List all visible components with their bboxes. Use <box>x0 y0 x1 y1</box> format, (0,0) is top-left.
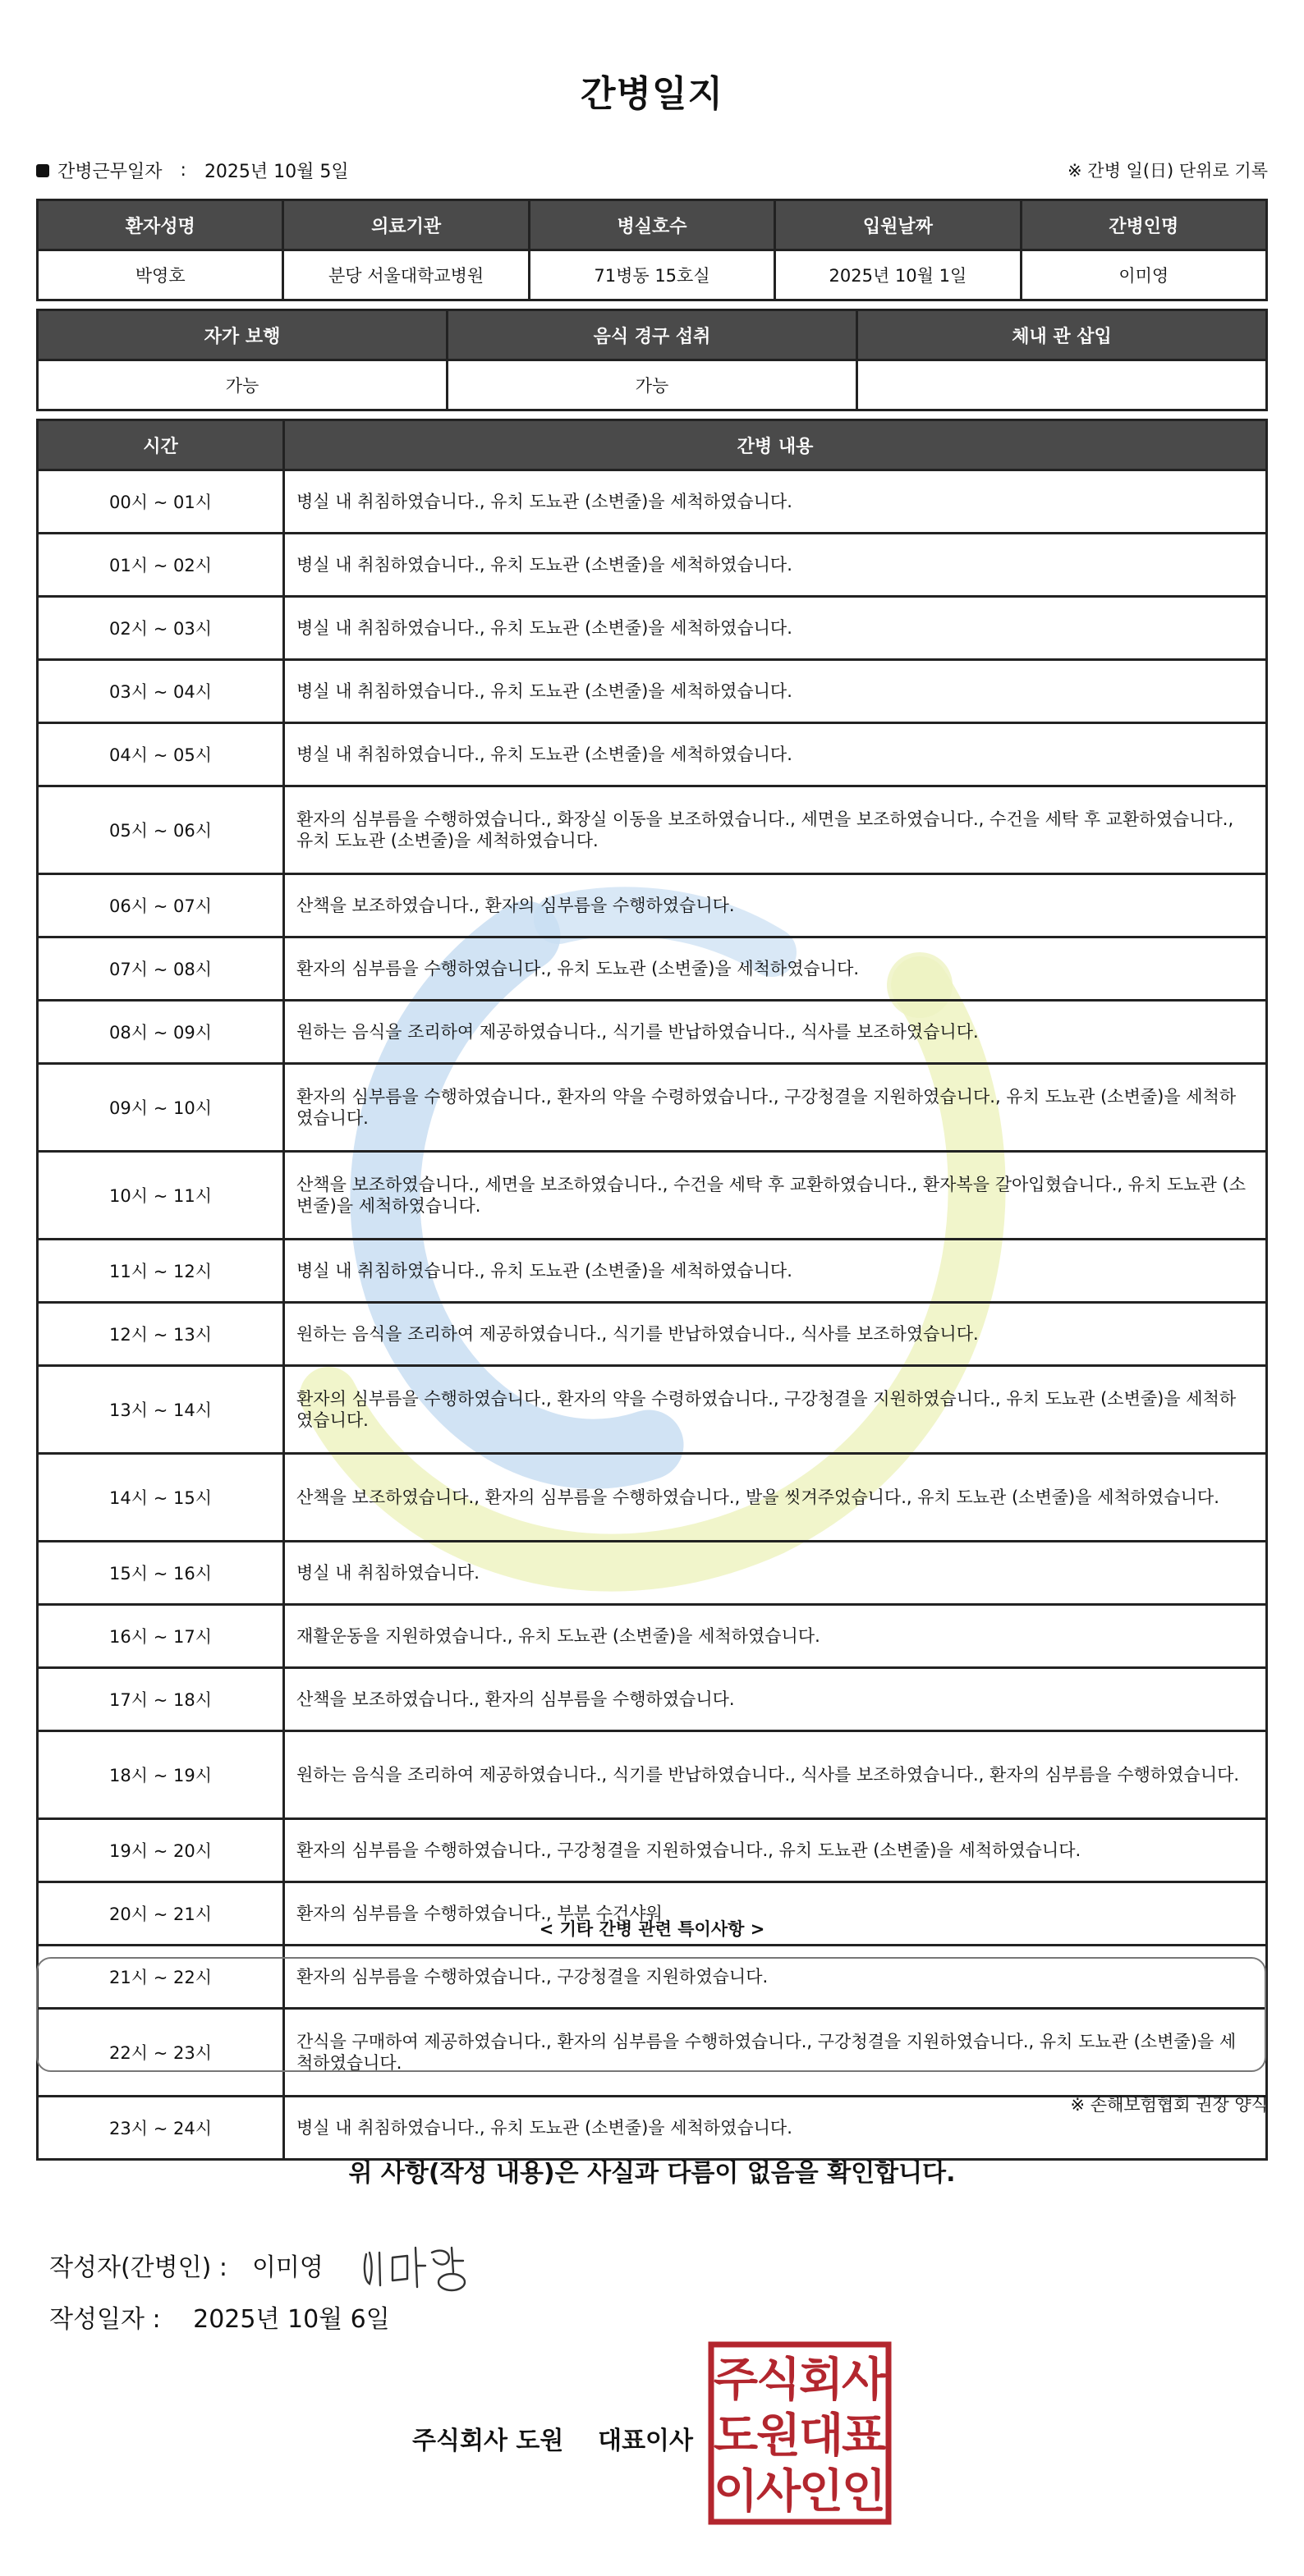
log-content: 환자의 심부름을 수행하였습니다., 구강청결을 지원하였습니다. <box>284 1946 1267 2009</box>
seal-character: 대 <box>798 2409 844 2463</box>
log-time: 10시 ~ 11시 <box>38 1152 284 1240</box>
seal-character: 식 <box>755 2354 801 2407</box>
written-date-label: 작성일자 : <box>49 2305 161 2334</box>
log-content: 산책을 보조하였습니다., 세면을 보조하였습니다., 수건을 세탁 후 교환하였습니다., 환자복을 갈아입혔습니다., 유치 도뇨관 (소변줄)을 세척하였습니다. <box>284 1152 1267 1240</box>
room-number: 71병동 15호실 <box>529 250 774 300</box>
header-admission-date: 입원날짜 <box>775 200 1021 250</box>
seal-character: 인 <box>798 2465 844 2519</box>
written-date-row <box>49 2299 390 2335</box>
log-content: 원하는 음식을 조리하여 제공하였습니다., 식기를 반납하였습니다., 식사를 보조하였습니다., 환자의 심부름을 수행하였습니다. <box>284 1731 1267 1819</box>
log-time: 04시 ~ 05시 <box>38 723 284 786</box>
table-row <box>38 1366 1267 1454</box>
log-time: 13시 ~ 14시 <box>38 1366 284 1454</box>
log-time: 19시 ~ 20시 <box>38 1819 284 1882</box>
header-care-content: 간병 내용 <box>284 420 1267 470</box>
writer-name: 이미영 <box>251 2253 324 2282</box>
log-time: 16시 ~ 17시 <box>38 1605 284 1668</box>
seal-character: 원 <box>755 2409 801 2463</box>
log-content: 병실 내 취침하였습니다., 유치 도뇨관 (소변줄)을 세척하였습니다. <box>284 597 1267 660</box>
seal-character: 인 <box>841 2465 887 2519</box>
confirmation-statement: 위 사항(작성 내용)은 사실과 다름이 없음을 확인합니다. <box>348 2159 956 2188</box>
log-content: 환자의 심부름을 수행하였습니다., 부분 수건샤워 <box>284 1882 1267 1946</box>
record-unit-note: ※ 간병 일(日) 단위로 기록 <box>1068 161 1268 181</box>
source-note: ※ 손해보험협회 권장 양식 <box>1070 2095 1268 2115</box>
table-row <box>38 1819 1267 1882</box>
table-row <box>38 597 1267 660</box>
header-hospital: 의료기관 <box>283 200 529 250</box>
log-content: 환자의 심부름을 수행하였습니다., 환자의 약을 수령하였습니다., 구강청결을 지원하였습니다., 유치 도뇨관 (소변줄)을 세척하였습니다. <box>284 1366 1267 1454</box>
log-time: 20시 ~ 21시 <box>38 1882 284 1946</box>
log-content: 산책을 보조하였습니다., 환자의 심부름을 수행하였습니다. <box>284 874 1267 937</box>
table-row <box>38 1152 1267 1240</box>
log-time: 03시 ~ 04시 <box>38 660 284 723</box>
header-oral-intake: 음식 경구 섭취 <box>448 310 857 360</box>
log-time: 17시 ~ 18시 <box>38 1668 284 1731</box>
header-tube-insertion: 체내 관 삽입 <box>857 310 1267 360</box>
remarks-title: < 기타 간병 관련 특이사항 > <box>539 1919 765 1939</box>
log-time: 15시 ~ 16시 <box>38 1542 284 1605</box>
company-representative: 주식회사 도원 대표이사 <box>412 2427 694 2455</box>
seal-character: 이 <box>713 2465 759 2519</box>
header-room: 병실호수 <box>529 200 774 250</box>
log-content: 병실 내 취침하였습니다., 유치 도뇨관 (소변줄)을 세척하였습니다. <box>284 723 1267 786</box>
log-time: 06시 ~ 07시 <box>38 874 284 937</box>
log-time: 05시 ~ 06시 <box>38 786 284 874</box>
table-row <box>38 1303 1267 1366</box>
log-content: 산책을 보조하였습니다., 환자의 심부름을 수행하였습니다., 발을 씻겨주었습니다., 유치 도뇨관 (소변줄)을 세척하였습니다. <box>284 1454 1267 1542</box>
oral-intake-value: 가능 <box>448 360 857 410</box>
seal-character: 도 <box>713 2409 759 2463</box>
admission-date: 2025년 10월 1일 <box>775 250 1021 300</box>
seal-character: 표 <box>841 2409 887 2463</box>
log-time: 02시 ~ 03시 <box>38 597 284 660</box>
table-row <box>38 723 1267 786</box>
log-content: 병실 내 취침하였습니다., 유치 도뇨관 (소변줄)을 세척하였습니다. <box>284 534 1267 597</box>
header-caregiver-name: 간병인명 <box>1021 200 1266 250</box>
log-time: 14시 ~ 15시 <box>38 1454 284 1542</box>
table-row <box>38 1605 1267 1668</box>
log-content: 재활운동을 지원하였습니다., 유치 도뇨관 (소변줄)을 세척하였습니다. <box>284 1605 1267 1668</box>
table-row <box>38 1064 1267 1152</box>
table-row <box>38 1668 1267 1731</box>
table-row <box>38 534 1267 597</box>
table-row <box>38 937 1267 1001</box>
patient-info-table <box>36 199 1268 301</box>
work-date-label: 간병근무일자 <box>57 162 163 182</box>
table-row <box>38 874 1267 937</box>
log-content: 환자의 심부름을 수행하였습니다., 화장실 이동을 보조하였습니다., 세면을 보조하였습니다., 수건을 세탁 후 교환하였습니다., 유치 도뇨관 (소변줄)을 세척하였습니다. <box>284 786 1267 874</box>
tube-insertion-value <box>857 360 1267 410</box>
log-content: 환자의 심부름을 수행하였습니다., 구강청결을 지원하였습니다., 유치 도뇨관 (소변줄)을 세척하였습니다. <box>284 1819 1267 1882</box>
care-log-table <box>36 419 1268 2161</box>
log-time: 01시 ~ 02시 <box>38 534 284 597</box>
log-time: 07시 ~ 08시 <box>38 937 284 1001</box>
work-date-row <box>36 158 349 183</box>
log-content: 간식을 구매하여 제공하였습니다., 환자의 심부름을 수행하였습니다., 구강청결을 지원하였습니다., 유치 도뇨관 (소변줄)을 세척하였습니다. <box>284 2009 1267 2097</box>
seal-character: 사 <box>755 2465 801 2519</box>
bullet-square-icon <box>36 164 49 177</box>
log-content: 병실 내 취침하였습니다. <box>284 1542 1267 1605</box>
writer-label: 작성자(간병인) : <box>49 2253 227 2282</box>
company-seal-stamp-icon <box>706 2340 893 2527</box>
log-content: 병실 내 취침하였습니다., 유치 도뇨관 (소변줄)을 세척하였습니다. <box>284 660 1267 723</box>
table-row <box>38 786 1267 874</box>
log-time: 18시 ~ 19시 <box>38 1731 284 1819</box>
seal-character: 주 <box>713 2354 759 2407</box>
remarks-box <box>36 1957 1266 2072</box>
log-time: 12시 ~ 13시 <box>38 1303 284 1366</box>
table-row <box>38 660 1267 723</box>
written-date-value: 2025년 10월 6일 <box>193 2305 390 2334</box>
log-content: 환자의 심부름을 수행하였습니다., 환자의 약을 수령하였습니다., 구강청결을 지원하였습니다., 유치 도뇨관 (소변줄)을 세척하였습니다. <box>284 1064 1267 1152</box>
log-content: 병실 내 취침하였습니다., 유치 도뇨관 (소변줄)을 세척하였습니다. <box>284 2097 1267 2160</box>
writer-row <box>49 2236 483 2294</box>
log-time: 09시 ~ 10시 <box>38 1064 284 1152</box>
log-content: 산책을 보조하였습니다., 환자의 심부름을 수행하였습니다. <box>284 1668 1267 1731</box>
caregiver-name: 이미영 <box>1021 250 1266 300</box>
care-log-header-row <box>38 420 1267 470</box>
log-time: 22시 ~ 23시 <box>38 2009 284 2097</box>
seal-character: 사 <box>841 2354 887 2407</box>
table-row <box>38 1731 1267 1819</box>
log-content: 원하는 음식을 조리하여 제공하였습니다., 식기를 반납하였습니다., 식사를 보조하였습니다. <box>284 1001 1267 1064</box>
self-walking-value: 가능 <box>38 360 448 410</box>
header-self-walking: 자가 보행 <box>38 310 448 360</box>
log-content: 원하는 음식을 조리하여 제공하였습니다., 식기를 반납하였습니다., 식사를 보조하였습니다. <box>284 1303 1267 1366</box>
log-content: 환자의 심부름을 수행하였습니다., 유치 도뇨관 (소변줄)을 세척하였습니다. <box>284 937 1267 1001</box>
log-time: 08시 ~ 09시 <box>38 1001 284 1064</box>
handwritten-signature <box>360 2236 483 2294</box>
log-time: 23시 ~ 24시 <box>38 2097 284 2160</box>
seal-character: 회 <box>798 2354 844 2407</box>
table-row <box>38 470 1267 534</box>
log-content: 병실 내 취침하였습니다., 유치 도뇨관 (소변줄)을 세척하였습니다. <box>284 1240 1267 1303</box>
patient-status-table <box>36 309 1268 411</box>
log-time: 11시 ~ 12시 <box>38 1240 284 1303</box>
log-time: 21시 ~ 22시 <box>38 1946 284 2009</box>
patient-info-value-row <box>38 250 1267 300</box>
table-row <box>38 1001 1267 1064</box>
header-patient-name: 환자성명 <box>38 200 283 250</box>
patient-status-value-row <box>38 360 1267 410</box>
document-title: 간병일지 <box>580 73 723 115</box>
table-row <box>38 1240 1267 1303</box>
patient-info-header-row <box>38 200 1267 250</box>
hospital-name: 분당 서울대학교병원 <box>283 250 529 300</box>
log-content: 병실 내 취침하였습니다., 유치 도뇨관 (소변줄)을 세척하였습니다. <box>284 470 1267 534</box>
patient-status-header-row <box>38 310 1267 360</box>
table-row <box>38 1542 1267 1605</box>
patient-name: 박영호 <box>38 250 283 300</box>
work-date-separator: : <box>180 160 186 181</box>
table-row <box>38 1454 1267 1542</box>
work-date-value: 2025년 10월 5일 <box>204 162 349 182</box>
header-time: 시간 <box>38 420 284 470</box>
log-time: 00시 ~ 01시 <box>38 470 284 534</box>
